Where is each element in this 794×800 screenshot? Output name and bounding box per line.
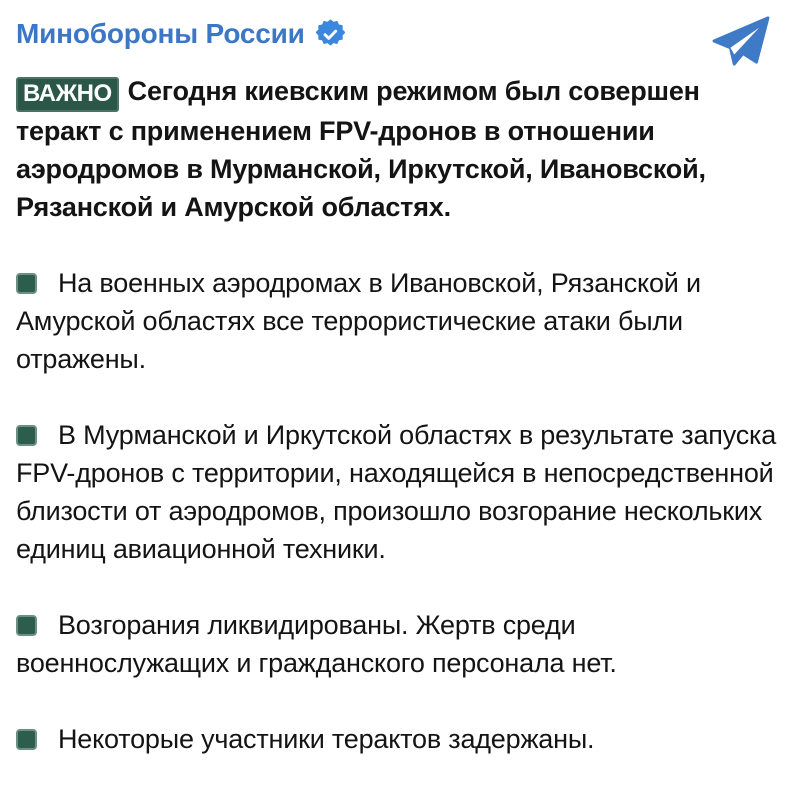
bullet-item bbox=[16, 720, 778, 758]
verified-badge-icon bbox=[315, 19, 346, 50]
bullet-item bbox=[16, 264, 778, 378]
green-square-icon bbox=[16, 425, 37, 446]
bullet-text: В Мурманской и Иркутской областях в результате запуска FPV-дронов с территории, находящейся в непосредственной близости от аэродромов, произошло возгорание нескольких единиц авиационной техники. bbox=[16, 420, 777, 564]
green-square-icon bbox=[16, 729, 37, 750]
lead-text: Сегодня киевским режимом был совершен теракт с применением FPV-дронов в отношении аэродромов в Мурманской, Иркутской, Ивановской, Рязанской и Амурской областях. bbox=[16, 76, 706, 222]
bullet-text: На военных аэродромах в Ивановской, Рязанской и Амурской областях все террористические атаки были отражены. bbox=[16, 268, 701, 374]
telegram-plane-icon bbox=[710, 14, 772, 73]
lead-paragraph bbox=[16, 72, 778, 226]
channel-row bbox=[16, 18, 346, 50]
bullet-text: Возгорания ликвидированы. Жертв среди военнослужащих и гражданского персонала нет. bbox=[16, 610, 617, 678]
channel-name[interactable]: Минобороны России bbox=[16, 18, 305, 49]
bullet-text: Некоторые участники терактов задержаны. bbox=[58, 724, 595, 754]
green-square-icon bbox=[16, 273, 37, 294]
post-header bbox=[16, 12, 778, 64]
post-body bbox=[16, 64, 778, 758]
green-square-icon bbox=[16, 615, 37, 636]
bullet-item bbox=[16, 606, 778, 682]
important-badge: ВАЖНО bbox=[16, 77, 119, 112]
bullet-item bbox=[16, 416, 778, 568]
